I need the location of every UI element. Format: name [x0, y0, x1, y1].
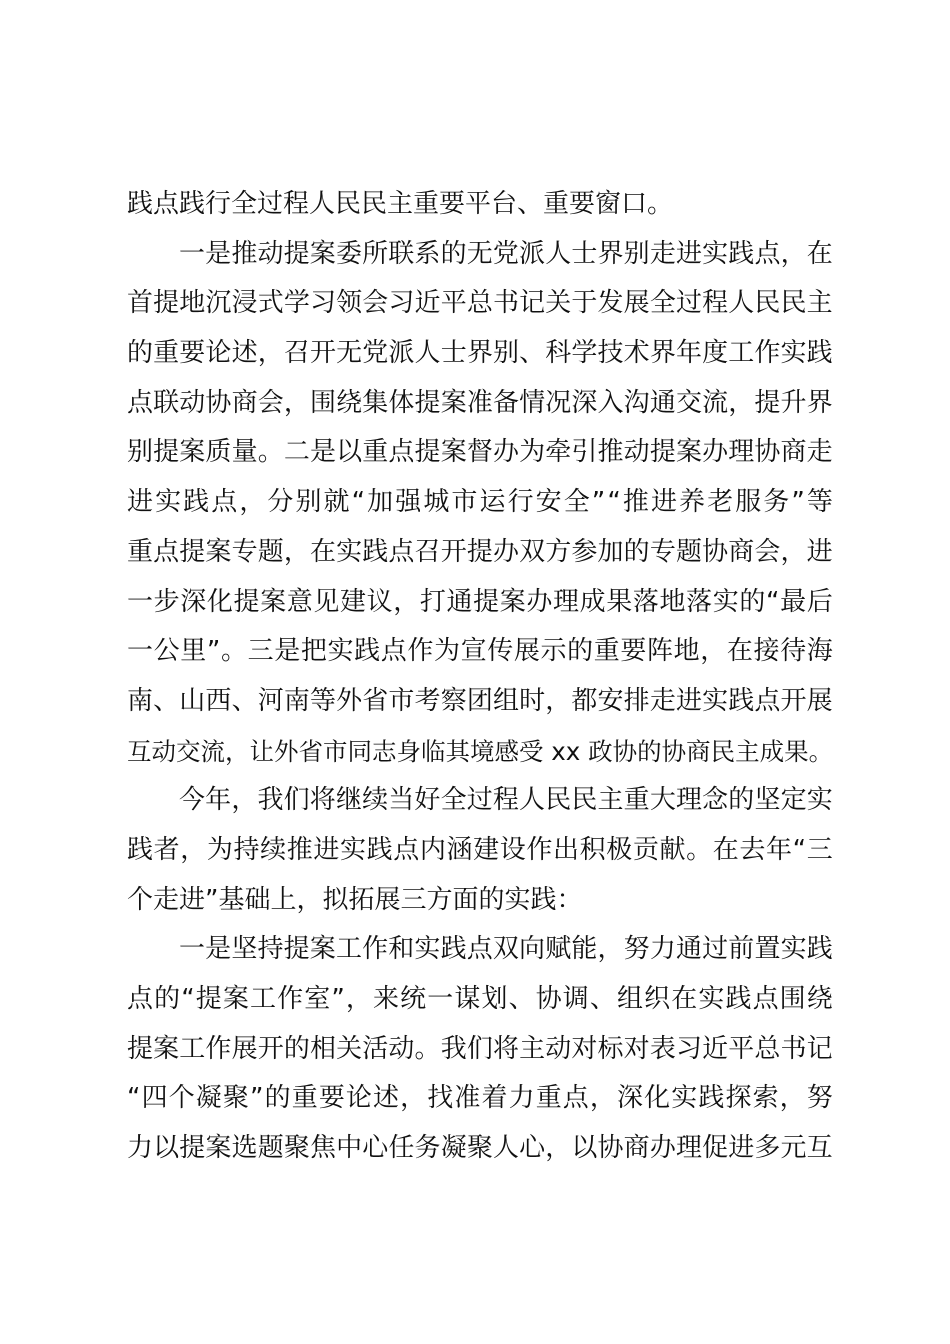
text-line-8: 重 点 提 案 专 题 ， 在 实 践 点 召 开 提 办 双 方 参 加 的 专 题 协 商 会 ， 进: [127, 536, 833, 567]
text-line-14: 践 者 ， 为 持 续 推 进 实 践 点 内 涵 建 设 作 出 积 极 贡 献 。 在 去 年 “ 三: [127, 834, 833, 865]
text-line-5: 点 联 动 协 商 会 ， 围 绕 集 体 提 案 准 备 情 况 深 入 沟 通 交 流 ， 提 升 界: [127, 387, 833, 418]
text-line-19: “ 四 个 凝 聚 ” 的 重 要 论 述 ， 找 准 着 力 重 点 ， 深 化 实 践 探 索 ， 努: [127, 1083, 833, 1114]
text-line-13: 今 年 ， 我 们 将 继 续 当 好 全 过 程 人 民 民 主 重 大 理 念 的 坚 定 实: [179, 785, 833, 816]
text-line-10: 一 公 里 ” 。 三 是 把 实 践 点 作 为 宣 传 展 示 的 重 要 阵 地 ， 在 接 待 海: [127, 636, 833, 667]
text-line-6: 别 提 案 质 量 。 二 是 以 重 点 提 案 督 办 为 牵 引 推 动 提 案 办 理 协 商 走: [127, 437, 833, 468]
body-text: [127, 180, 833, 1174]
text-line-9: 一 步 深 化 提 案 意 见 建 议 ， 打 通 提 案 办 理 成 果 落 地 落 实 的 “ 最 后: [127, 586, 833, 617]
text-line-4: 的 重 要 论 述 ， 召 开 无 党 派 人 士 界 别 、 科 学 技 术 界 年 度 工 作 实 践: [127, 338, 833, 369]
text-line-2: 一 是 推 动 提 案 委 所 联 系 的 无 党 派 人 士 界 别 走 进 实 践 点 ， 在: [179, 238, 833, 269]
text-line-20: 力 以 提 案 选 题 聚 焦 中 心 任 务 凝 聚 人 心 ， 以 协 商 办 理 促 进 多 元 互: [127, 1133, 833, 1164]
text-line-18: 提 案 工 作 展 开 的 相 关 活 动 。 我 们 将 主 动 对 标 对 表 习 近 平 总 书 记: [127, 1033, 833, 1064]
text-line-3: 首 提 地 沉 浸 式 学 习 领 会 习 近 平 总 书 记 关 于 发 展 全 过 程 人 民 民 主: [127, 288, 833, 319]
text-line-17: 点 的 “ 提 案 工 作 室 ” ， 来 统 一 谋 划 、 协 调 、 组 织 在 实 践 点 围 绕: [127, 984, 833, 1014]
text-line-11: 南 、 山 西 、 河 南 等 外 省 市 考 察 团 组 时 ， 都 安 排 走 进 实 践 点 开 展: [127, 685, 833, 716]
text-line-12: 互动交流，让外省市同志身临其境感受 xx 政协的协商民主成果。: [127, 736, 834, 766]
text-line-15: 个走进”基础上，拟拓展三方面的实践：: [127, 884, 583, 915]
text-line-1: 践点践行全过程人民民主重要平台、重要窗口。: [127, 189, 674, 219]
text-line-7: 进 实 践 点 ， 分 别 就 “ 加 强 城 市 运 行 安 全 ” “ 推 进 养 老 服 务 ” 等: [127, 487, 833, 518]
text-line-16: 一 是 坚 持 提 案 工 作 和 实 践 点 双 向 赋 能 ， 努 力 通 过 前 置 实 践: [179, 934, 833, 965]
